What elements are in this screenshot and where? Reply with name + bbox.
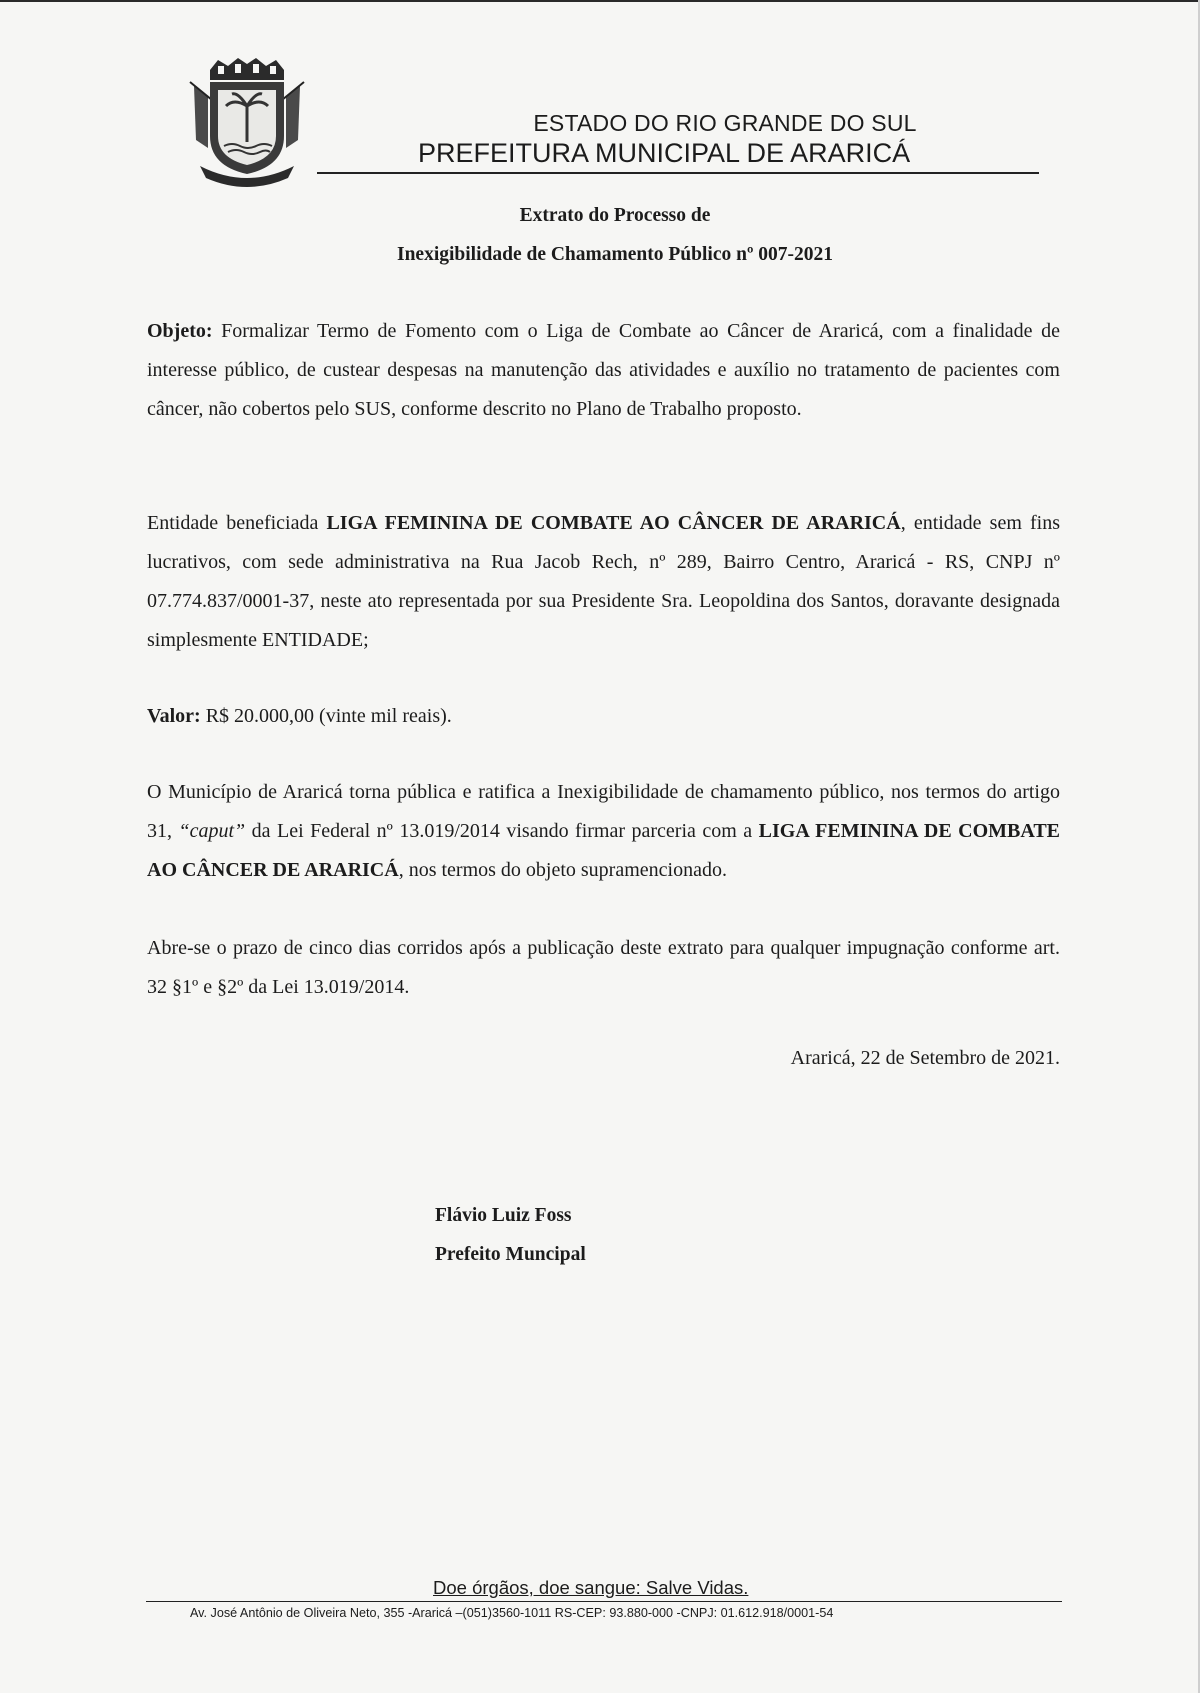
prazo-paragraph: Abre-se o prazo de cinco dias corridos após a publicação deste extrato para qualquer impugnação conforme art. 32 §1º e §2º da Lei 13.019/2014. xyxy=(147,937,1060,998)
entidade-name: LIGA FEMININA DE COMBATE AO CÂNCER DE ARARICÁ xyxy=(326,512,901,534)
caput-term: “caput” xyxy=(178,820,246,842)
state-name: ESTADO DO RIO GRANDE DO SUL xyxy=(533,110,917,136)
objeto-text: Formalizar Termo de Fomento com o Liga de Combate ao Câncer de Araricá, com a finalidade de interesse público, de custear despesas na manutenção das atividades e auxílio no tratamento de pacientes com câncer, não cobertos pelo SUS, conforme descrito no Plano de Trabalho proposto. xyxy=(147,320,1060,420)
objeto-paragraph xyxy=(147,312,1060,429)
signatory-name: Flávio Luiz Foss xyxy=(435,1205,572,1226)
footer-address: Av. José Antônio de Oliveira Neto, 355 -Araricá –(051)3560-1011 RS-CEP: 93.880-000 -CNPJ: 01.612.918/0001-54 xyxy=(190,1606,834,1620)
document-date: Araricá, 22 de Setembro de 2021. xyxy=(790,1047,1060,1069)
page-top-edge xyxy=(0,0,1200,2)
ratificacao-text-1: O Município de Araricá torna pública e ratifica a Inexigibilidade de chamamento público, nos termos do artigo 31, xyxy=(147,781,1060,842)
entidade-text: , entidade sem fins lucrativos, com sede administrativa na Rua Jacob Rech, nº 289, Bairro Centro, Araricá - RS, CNPJ nº 07.774.837/0001-37, neste ato representada por sua Presidente Sra. Leopoldina dos Santos, doravante designada simplesmente ENTIDADE; xyxy=(147,512,1060,651)
entidade-paragraph xyxy=(147,504,1060,660)
prefeitura-name: PREFEITURA MUNICIPAL DE ARARICÁ xyxy=(418,138,911,168)
objeto-label: Objeto: xyxy=(147,320,213,342)
valor-label: Valor: xyxy=(147,705,201,727)
footer-slogan: Doe órgãos, doe sangue: Salve Vidas. xyxy=(433,1577,749,1598)
signatory-role: Prefeito Muncipal xyxy=(435,1244,586,1265)
document-title-line1: Extrato do Processo de xyxy=(519,205,711,226)
valor-text: R$ 20.000,00 (vinte mil reais). xyxy=(200,705,452,727)
ratificacao-entity-name: LIGA FEMININA DE COMBATE AO CÂNCER DE ARARICÁ xyxy=(147,820,1061,881)
document-title-line2: Inexigibilidade de Chamamento Público nº 007-2021 xyxy=(396,244,834,265)
entidade-prefix: Entidade beneficiada xyxy=(147,512,327,534)
footer-divider xyxy=(146,1601,1062,1602)
letterhead-divider xyxy=(317,172,1039,174)
valor-paragraph xyxy=(147,697,1060,736)
ratificacao-text-3: , nos termos do objeto supramencionado. xyxy=(398,859,727,881)
ratificacao-text-2: da Lei Federal nº 13.019/2014 visando firmar parceria com a xyxy=(245,820,759,842)
ratificacao-paragraph xyxy=(147,773,1060,890)
municipal-coat-of-arms-icon xyxy=(188,56,306,188)
